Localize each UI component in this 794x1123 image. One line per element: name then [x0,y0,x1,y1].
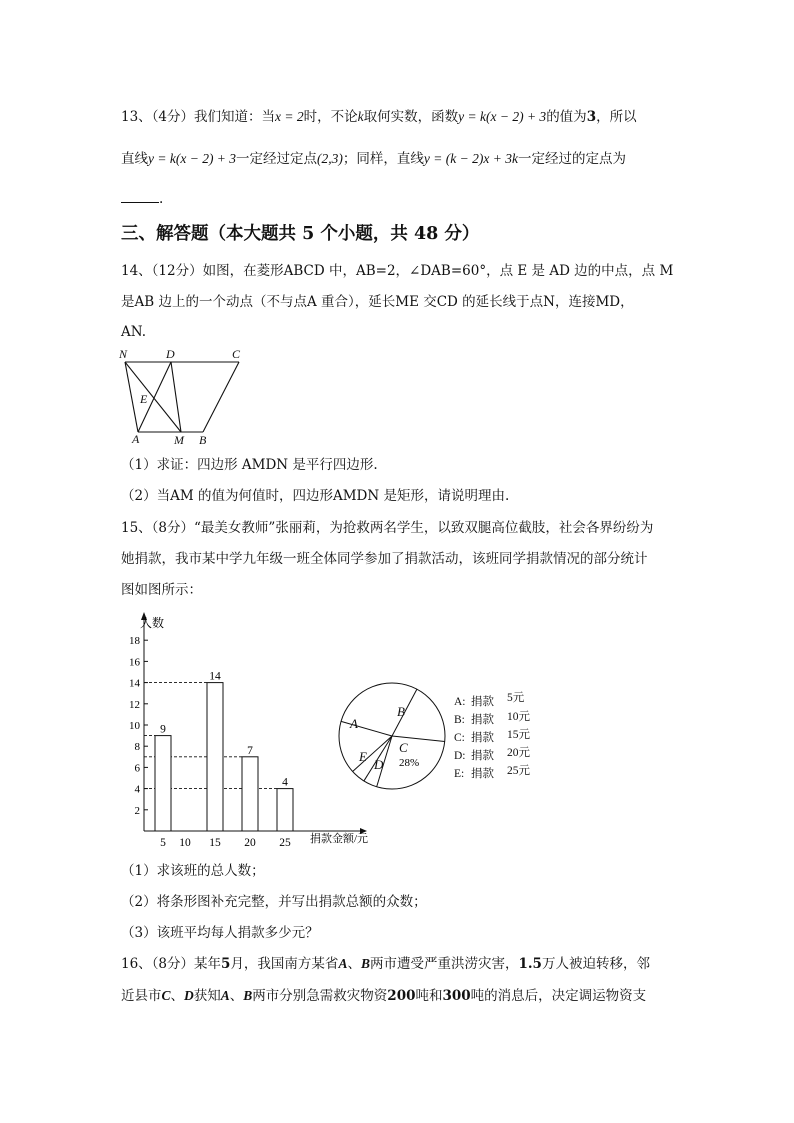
bar-value-label: 14 [209,670,221,683]
q16-number-value: 200 [387,988,416,1004]
legend-text: 捐款 [471,696,494,708]
q13-line2 [121,150,626,168]
q13-text: ；同样，直线 [342,151,424,167]
bar-value-label: 4 [282,776,288,789]
legend-amount: 20元 [507,747,530,759]
q15-line1: 15、（8分）“最美女教师”张丽莉，为抢救两名学生，以致双腿高位截肢，社会各界纷纷为 [121,520,654,536]
q16-letter: C [161,988,171,1003]
q13-math: (2,3) [317,151,343,166]
q13-line1 [121,108,637,126]
legend-amount: 15元 [507,729,530,741]
bar [155,736,171,831]
legend-text: 捐款 [471,714,494,726]
q16-text: 月，我国南方某省 [230,956,339,972]
q16-text: 、 [347,956,361,972]
answer-blank [121,190,159,203]
y-tick-label: 10 [129,720,140,732]
y-axis-label: 人数 [140,616,165,630]
legend-key: A: [454,696,466,708]
pie-label-B: B [397,704,405,719]
q16-text: 两市遭受严重洪涝灾害， [369,956,519,972]
q16-text: 获知 [193,988,221,1004]
q16-text: 、 [170,988,185,1004]
legend-amount: 25元 [507,765,530,777]
q13-text: 时，不论 [303,109,358,125]
q13-text: 我们知道：当 [194,109,276,125]
legend-key: D: [454,750,466,762]
q13-text: . [159,191,164,207]
q13-text: 一定经过定点 [236,151,318,167]
label-M: M [174,433,184,445]
pie-label-E: E [359,749,367,764]
bar-value-label: 9 [160,723,166,736]
y-tick-label: 16 [129,656,140,669]
x-tick-label: 20 [244,837,256,849]
q16-text: 近县市 [121,988,162,1004]
q15-line3: 图如图所示： [121,582,202,598]
q16-line1 [121,955,650,973]
q13-math: y = k(x − 2) + 3 [148,151,237,166]
y-tick-label: 2 [134,804,140,817]
label-D: D [166,347,175,361]
bar [242,757,258,831]
y-tick-label: 8 [134,741,140,754]
q13-math: x = 2 [275,109,304,124]
legend-amount: 5元 [507,692,525,704]
label-N: N [119,347,128,361]
q14-line2: 是AB 边上的一个动点（不与点A 重合），延长ME 交CD 的延长线于点N，连接MD， [121,294,634,310]
q14-line1: 14、（12分）如图，在菱形ABCD 中，AB=2，∠DAB=60°，点 E 是 AD 边的中点，点 M [121,263,674,279]
q16-number-value: 5 [221,956,231,972]
q16-number-value: 300 [442,988,471,1004]
q15-sub2: （2）将条形图补充完整，并写出捐款总额的众数； [121,894,427,910]
legend-text: 捐款 [471,732,494,744]
q16-number-value: 1.5 [518,956,542,972]
q16-text: 万人被迫转移，邻 [541,956,650,972]
q16-text: 吨和 [415,988,443,1004]
y-tick-label: 6 [134,762,140,775]
y-tick-label: 12 [129,698,140,711]
q13-number: 13、 [121,109,152,125]
q13-text: 一定经过的定点为 [517,151,626,167]
q14-sub2: （2）当AM 的值为何值时，四边形AMDN 是矩形，请说明理由. [121,488,510,504]
q13-value: 3 [586,109,597,125]
q16-text: 某年 [194,956,222,972]
x-tick-label: 10 [179,837,191,849]
bar [277,789,293,831]
q16-letter: A [338,956,348,971]
pie-label-A: A [350,716,358,731]
q13-math: y = k(x − 2) + 3 [458,109,547,124]
y-tick-label: 14 [129,677,140,690]
legend-key: C: [454,732,465,744]
x-tick-label: 5 [160,837,166,849]
q13-text: ，所以 [596,109,637,125]
q15-line2: 她捐款，我市某中学九年级一班全体同学参加了捐款活动，该班同学捐款情况的部分统计 [121,551,648,567]
q16-letter: B [360,956,370,971]
y-tick-label: 4 [134,783,140,796]
legend-text: 捐款 [471,768,494,780]
legend-amount: 10元 [507,711,530,723]
q16-letter: A [220,988,230,1003]
q15-sub1: （1）求该班的总人数； [121,863,265,879]
q16-letter: D [184,988,194,1003]
legend-key: E: [454,768,465,780]
q16-text: 吨的消息后，决定调运物资支 [470,988,647,1004]
q13-math: y = (k − 2)x + 3k [423,151,518,166]
x-tick-label: 25 [279,837,291,849]
pie-label-C: C [399,740,408,755]
pie-chart [335,670,575,810]
legend-text: 捐款 [471,750,494,762]
x-tick-label: 15 [209,837,221,849]
q16-text: 两市分别急需救灾物资 [252,988,388,1004]
label-B: B [199,433,207,445]
section-heading: 三、解答题（本大题共 5 个小题，共 48 分） [121,224,480,244]
label-A: A [132,432,140,445]
q16-number: 16、 [121,956,152,972]
legend-key: B: [454,714,465,726]
rhombus-figure [115,345,255,445]
q16-line2 [121,987,646,1005]
q16-score: （8分） [151,956,195,972]
label-C: C [232,347,241,361]
pie-legend [454,691,531,780]
q14-line3: AN. [121,324,146,340]
q13-text: 直线 [121,151,148,167]
bar-value-label: 7 [247,744,253,757]
q13-score: （4分） [151,109,195,125]
q13-line3 [121,190,163,208]
q16-letter: B [243,988,253,1003]
q14-sub1: （1）求证：四边形 AMDN 是平行四边形. [121,457,378,473]
q13-math: k [357,109,364,124]
q16-text: 、 [229,988,244,1004]
label-E: E [140,392,148,406]
pie-label-D: D [374,757,384,772]
q15-sub3: （3）该班平均每人捐款多少元？ [121,925,319,941]
x-axis-label: 捐款金额/元 [310,833,369,845]
q13-text: 的值为 [546,109,587,125]
y-tick-label: 18 [129,635,140,648]
pie-percent-label: 28% [399,757,420,769]
bar [207,683,223,831]
q13-text: 取何实数，函数 [363,109,459,125]
